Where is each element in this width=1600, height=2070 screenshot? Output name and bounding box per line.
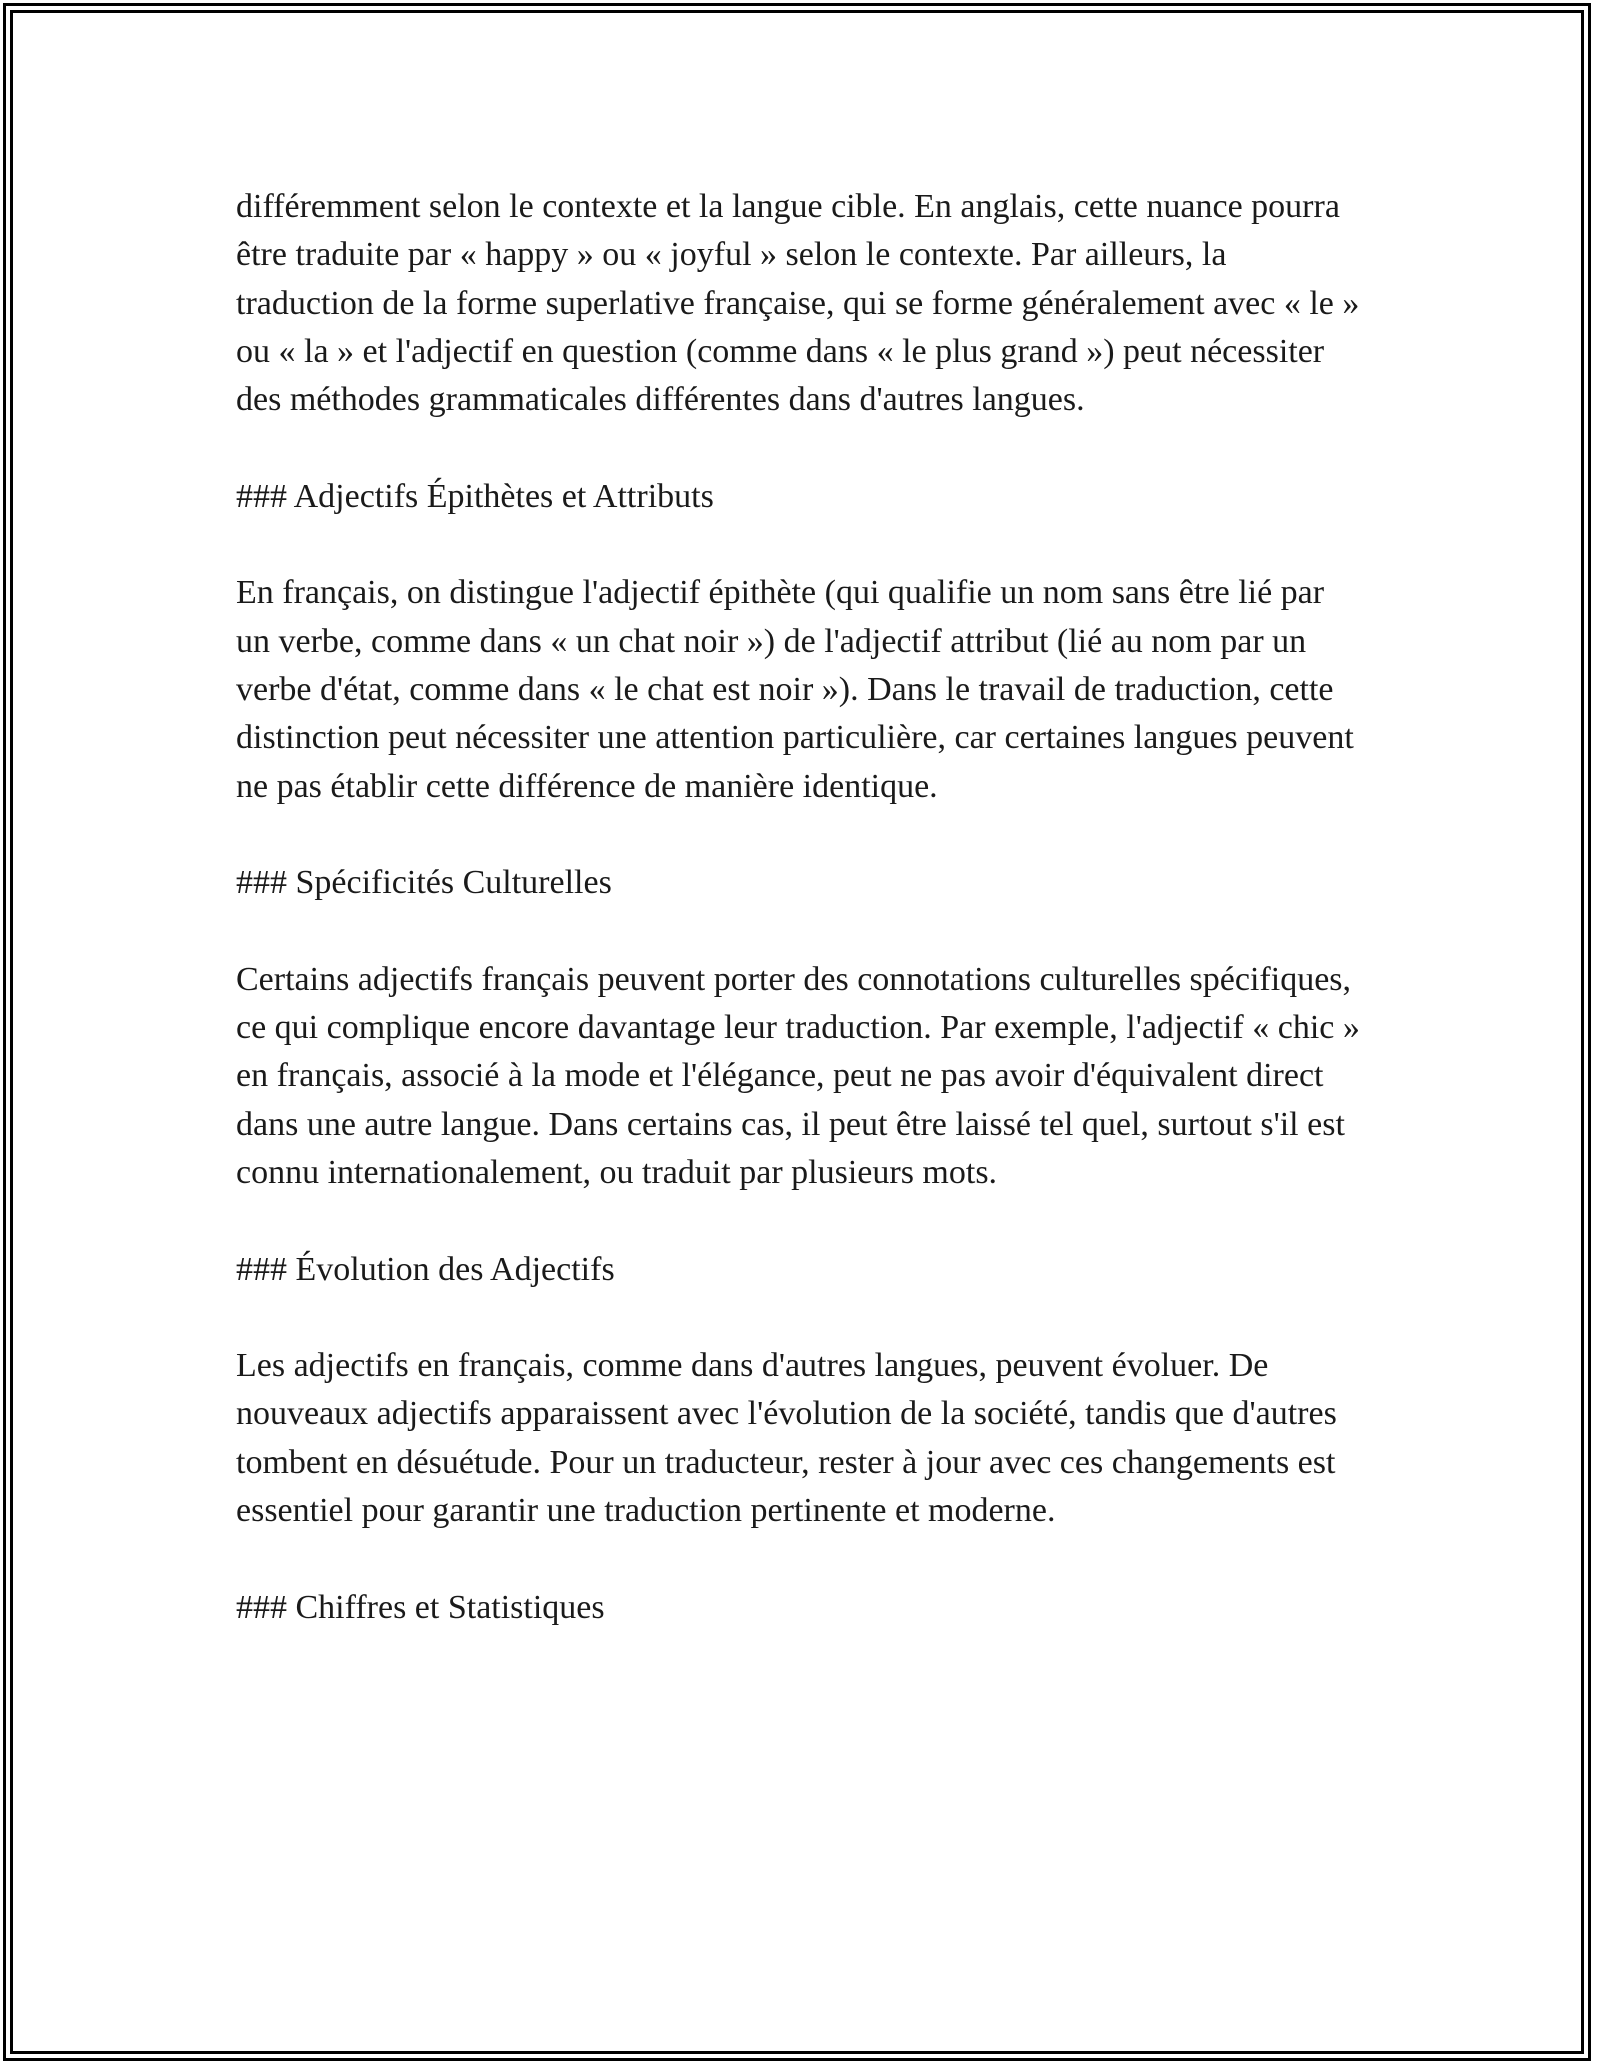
paragraph-connotations-culturelles: Certains adjectifs français peuvent porter des connotations culturelles spécifiques, ce qui complique encore davantage leur traduction. Par exemple, l'adjectif « chic » en français, associé à la mode et l'élégance, peut ne pas avoir d'équivalent direct dans une autre langue. Dans certains cas, il peut être laissé tel quel, surtout s'il est connu internationalement, ou traduit par plusieurs mots.	[236, 960, 1360, 1191]
heading-chiffres-statistiques: ### Chiffres et Statistiques	[236, 1588, 605, 1626]
heading-evolution-adjectifs: ### Évolution des Adjectifs	[236, 1250, 615, 1288]
heading-adjectifs-epithetes: ### Adjectifs Épithètes et Attributs	[236, 477, 714, 515]
document-body	[236, 183, 1366, 1680]
paragraph-epithete-attribut: En français, on distingue l'adjectif épithète (qui qualifie un nom sans être lié par un verbe, comme dans « un chat noir ») de l'adjectif attribut (lié au nom par un verbe d'état, comme dans « le chat est noir »). Dans le travail de traduction, cette distinction peut nécessiter une attention particulière, car certaines langues peuvent ne pas établir cette différence de manière identique.	[236, 574, 1354, 805]
paragraph-traduction-nuance: différemment selon le contexte et la langue cible. En anglais, cette nuance pourra être traduite par « happy » ou « joyful » selon le contexte. Par ailleurs, la traduction de la forme superlative française, qui se forme généralement avec « le » ou « la » et l'adjectif en question (comme dans « le plus grand ») peut nécessiter des méthodes grammaticales différentes dans d'autres langues.	[236, 188, 1360, 419]
heading-specificites-culturelles: ### Spécificités Culturelles	[236, 864, 612, 902]
paragraph-evolution: Les adjectifs en français, comme dans d'autres langues, peuvent évoluer. De nouveaux adjectifs apparaissent avec l'évolution de la société, tandis que d'autres tombent en désuétude. Pour un traducteur, rester à jour avec ces changements est essentiel pour garantir une traduction pertinente et moderne.	[236, 1347, 1337, 1530]
